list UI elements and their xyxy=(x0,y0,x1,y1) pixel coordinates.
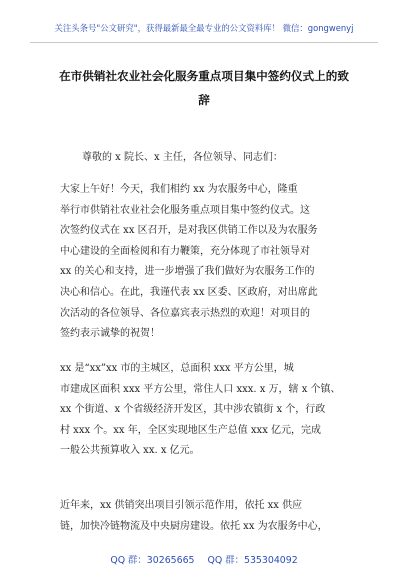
paragraph-line: xx 个街道、x 个省级经济开发区，其中涉农镇街 x 个，行政 xyxy=(60,404,326,416)
footer-qq-group-1: QQ 群：30265665 xyxy=(110,555,195,566)
document-title xyxy=(56,64,352,112)
title-line: 在市供销社农业社会化服务重点项目集中签约仪式上的致 xyxy=(59,69,349,83)
paragraph-district-overview xyxy=(60,359,352,462)
paragraph-line: 链，加快冷链物流及中央厨房建设。依托 xx 为农服务中心， xyxy=(60,520,328,532)
footer-qq-group-2: QQ 群：535304092 xyxy=(207,555,298,566)
paragraph-opening xyxy=(60,180,352,345)
paragraph-line: 近年来，xx 供销突出项目引领示范作用，依托 xx 供应 xyxy=(60,500,303,511)
paragraph-line: 大家上午好！今天，我们相约 xx 为农服务中心，隆重 xyxy=(60,184,298,195)
header-promo-note: 关注头条号"公文研究"，获得最新最全最专业的公文资料库！ 微信：gongwenyj xyxy=(54,23,354,33)
paragraph-line: 决心和信心。在此，我谨代表 xx 区委、区政府，对出席此 xyxy=(60,286,318,298)
paragraph-line: 次活动的各位领导、各位嘉宾表示热烈的欢迎！对项目的 xyxy=(60,307,310,319)
footer-contact xyxy=(0,552,408,566)
paragraph-line: 签约表示诚挚的祝贺！ xyxy=(60,328,160,340)
paragraph-line: 次签约仪式在 xx 区召开，是对我区供销工作以及为农服务 xyxy=(60,225,318,237)
paragraph-line: 一般公共预算收入 xx. x 亿元。 xyxy=(60,445,200,457)
paragraph-line: 举行市供销社农业社会化服务重点项目集中签约仪式。这 xyxy=(60,204,310,216)
paragraph-line: 村 xxx 个。xx 年，全区实现地区生产总值 xxx 亿元，完成 xyxy=(60,424,322,436)
paragraph-line: xx 是“xx”xx 市的主城区，总面积 xxx 平方公里，城 xyxy=(60,363,294,374)
paragraph-line: xx 的关心和支持，进一步增强了我们做好为农服务工作的 xyxy=(60,266,315,278)
paragraph-line: 市建成区面积 xxx 平方公里，常住人口 xxx. x 万，辖 x 个镇、 xyxy=(60,383,341,395)
header-divider xyxy=(30,42,378,43)
paragraph-recent-years xyxy=(60,496,352,537)
title-line: 辞 xyxy=(198,93,210,107)
paragraph-line: 中心建设的全面检阅和有力鞭策，充分体现了市社领导对 xyxy=(60,245,310,257)
salutation: 尊敬的 x 院长、x 主任，各位领导、同志们： xyxy=(82,152,283,163)
